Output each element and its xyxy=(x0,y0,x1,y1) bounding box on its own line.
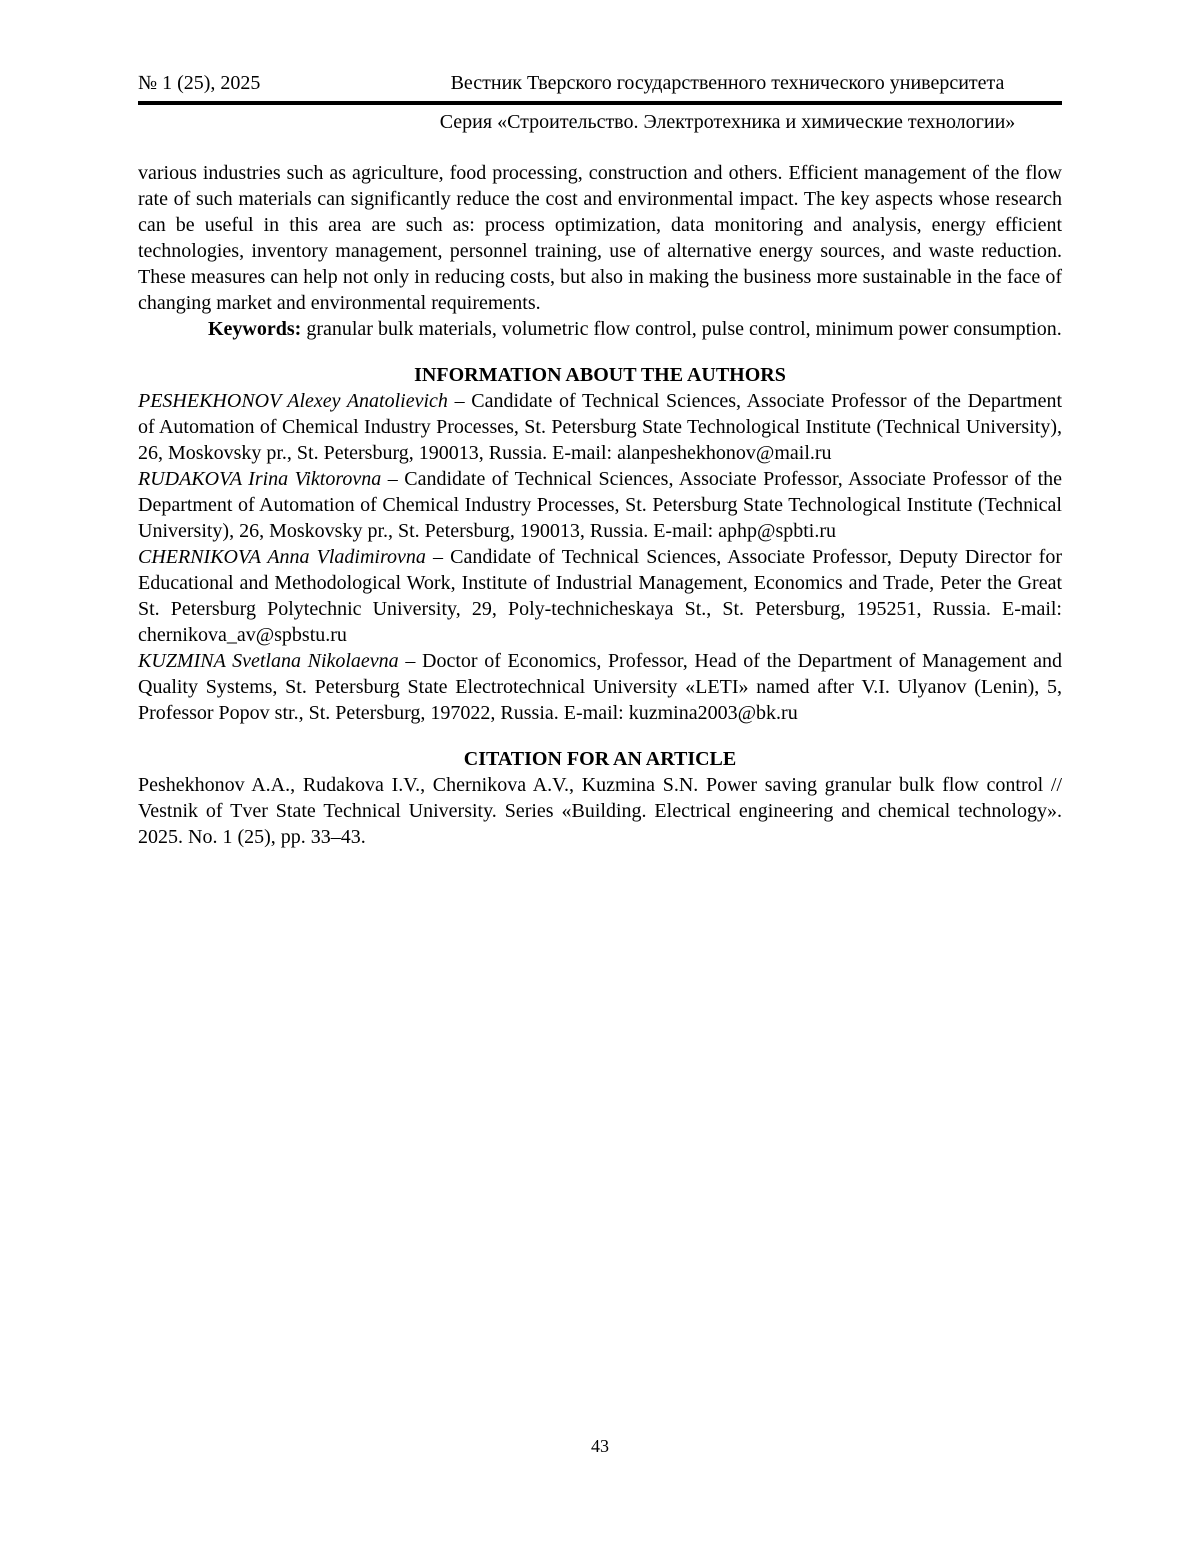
citation-section xyxy=(138,746,1062,850)
author-details: – Candidate of Technical Sciences, Associate Professor of the Department of Automation of Chemical Industry Processes, St. Petersburg State Technological Institute (Technical University), 26, Moskovsky pr., St. Petersburg, 190013, Russia. E-mail: alanpeshekhonov@mail.ru xyxy=(138,390,1063,464)
author-entry xyxy=(138,648,1062,726)
issue-label: № 1 (25), 2025 xyxy=(138,72,261,94)
page-number: 43 xyxy=(591,1436,609,1456)
author-entry xyxy=(138,466,1062,544)
header-top-row xyxy=(138,72,1062,95)
author-details: – Candidate of Technical Sciences, Associate Professor, Associate Professor of the Department of Automation of Chemical Industry Processes, St. Petersburg State Technological Institute (Technical University), 26, Moskovsky pr., St. Petersburg, 190013, Russia. E-mail: aphp@spbti.ru xyxy=(138,468,1063,542)
journal-title: Вестник Тверского государственного технического университета xyxy=(450,72,1005,94)
series-title: Серия «Строительство. Электротехника и химические технологии» xyxy=(439,111,1016,133)
author-entry xyxy=(138,388,1062,466)
author-details: – Candidate of Technical Sciences, Associate Professor, Deputy Director for Educational and Methodological Work, Institute of Industrial Management, Economics and Trade, Peter the Great St. Petersburg Polytechnic University, 29, Poly-technicheskaya St., St. Petersburg, 195251, Russia. E-mail: chernikova_av@spbstu.ru xyxy=(138,546,1062,646)
author-name: RUDAKOVA Irina Viktorovna xyxy=(138,468,382,490)
author-entry xyxy=(138,544,1062,648)
authors-section-heading: INFORMATION ABOUT THE AUTHORS xyxy=(414,364,786,386)
keywords-text: granular bulk materials, volumetric flow control, pulse control, minimum power consumption. xyxy=(301,318,1062,340)
authors-section xyxy=(138,362,1062,726)
page-header xyxy=(138,72,1062,134)
abstract-block xyxy=(138,160,1062,342)
citation-text: Peshekhonov A.A., Rudakova I.V., Chernikova A.V., Kuzmina S.N. Power saving granular bulk flow control // Vestnik of Tver State Technical University. Series «Building. Electrical engineering and chemical technology». 2025. No. 1 (25), pp. 33–43. xyxy=(138,774,1062,848)
author-name: CHERNIKOVA Anna Vladimirovna xyxy=(138,546,426,568)
citation-section-heading: CITATION FOR AN ARTICLE xyxy=(463,748,737,770)
keywords-paragraph xyxy=(138,316,1062,342)
author-name: PESHEKHONOV Alexey Anatolievich xyxy=(138,390,448,412)
author-details: – Doctor of Economics, Professor, Head of the Department of Management and Quality Systems, St. Petersburg State Electrotechnical University «LETI» named after V.I. Ulyanov (Lenin), 5, Professor Popov str., St. Petersburg, 197022, Russia. E-mail: kuzmina2003@bk.ru xyxy=(138,650,1062,724)
author-name: KUZMINA Svetlana Nikolaevna xyxy=(138,650,399,672)
abstract-text: various industries such as agriculture, food processing, construction and others. Efficient management of the flow rate of such materials can significantly reduce the cost and environmental impact. The key aspects whose research can be useful in this area are such as: process optimization, data monitoring and analysis, energy efficient technologies, inventory management, personnel training, use of alternative energy sources, and waste reduction. These measures can help not only in reducing costs, but also in making the business more sustainable in the face of changing market and environmental requirements. xyxy=(138,162,1062,314)
keywords-label: Keywords: xyxy=(208,318,302,340)
